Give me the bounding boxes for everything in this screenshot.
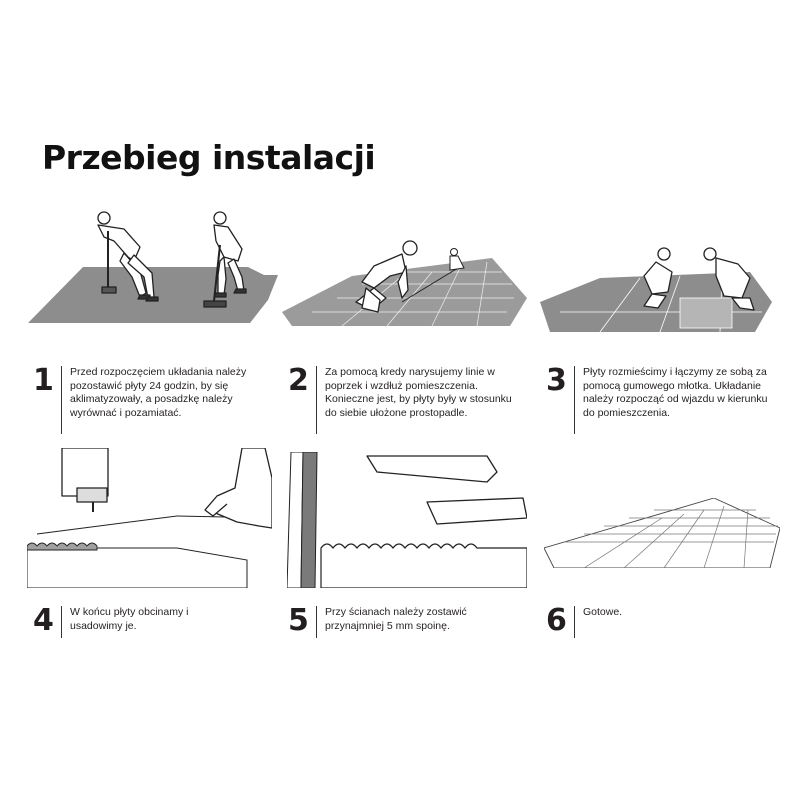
step-description: Płyty rozmieścimy i łączymy ze sobą za pomocą gumowego młotka. Układanie należy rozpocząć od wjazdu w kierunku do pomieszczenia. [583, 366, 768, 419]
step-number: 5 [288, 603, 309, 638]
step-6 [546, 603, 778, 686]
divider [61, 366, 62, 434]
illustration-step-1 [28, 205, 278, 330]
step-4 [33, 603, 265, 686]
step-3 [546, 363, 778, 446]
fingers-icon [367, 456, 527, 524]
divider [316, 606, 317, 638]
page-title: Przebieg instalacji [42, 138, 376, 177]
divider [574, 606, 575, 638]
illustration-step-4 [27, 448, 272, 588]
distant-worker-icon [450, 249, 464, 271]
step-number: 1 [33, 363, 54, 398]
step-1 [33, 363, 265, 446]
step-description: Gotowe. [583, 606, 623, 618]
step-number: 6 [546, 603, 567, 638]
step-2 [288, 363, 520, 446]
step-number: 2 [288, 363, 309, 398]
step-description: W końcu płyty obcinamy i usadowimy je. [70, 606, 189, 632]
step-number: 3 [546, 363, 567, 398]
step-number: 4 [33, 603, 54, 638]
jigsaw-icon [62, 448, 108, 512]
illustration-step-5 [287, 452, 527, 588]
divider [574, 366, 575, 434]
step-description: Przed rozpoczęciem układania należy pozostawić płyty 24 godzin, by się aklimatyzowały, a posadzkę należy wyrównać i pozamiatać. [70, 366, 247, 419]
step-5 [288, 603, 520, 686]
hand-icon [205, 448, 272, 528]
divider [316, 366, 317, 434]
divider [61, 606, 62, 638]
step-description: Przy ścianach należy zostawić przynajmniej 5 mm spoinę. [325, 606, 467, 632]
illustration-step-2 [282, 238, 527, 330]
illustration-step-3 [540, 240, 780, 332]
illustration-step-6 [544, 498, 780, 568]
step-description: Za pomocą kredy narysujemy linie w poprzek i wzdłuż pomieszczenia. Konieczne jest, by płyty były w stosunku do siebie ułożone prostopadle. [325, 366, 512, 419]
